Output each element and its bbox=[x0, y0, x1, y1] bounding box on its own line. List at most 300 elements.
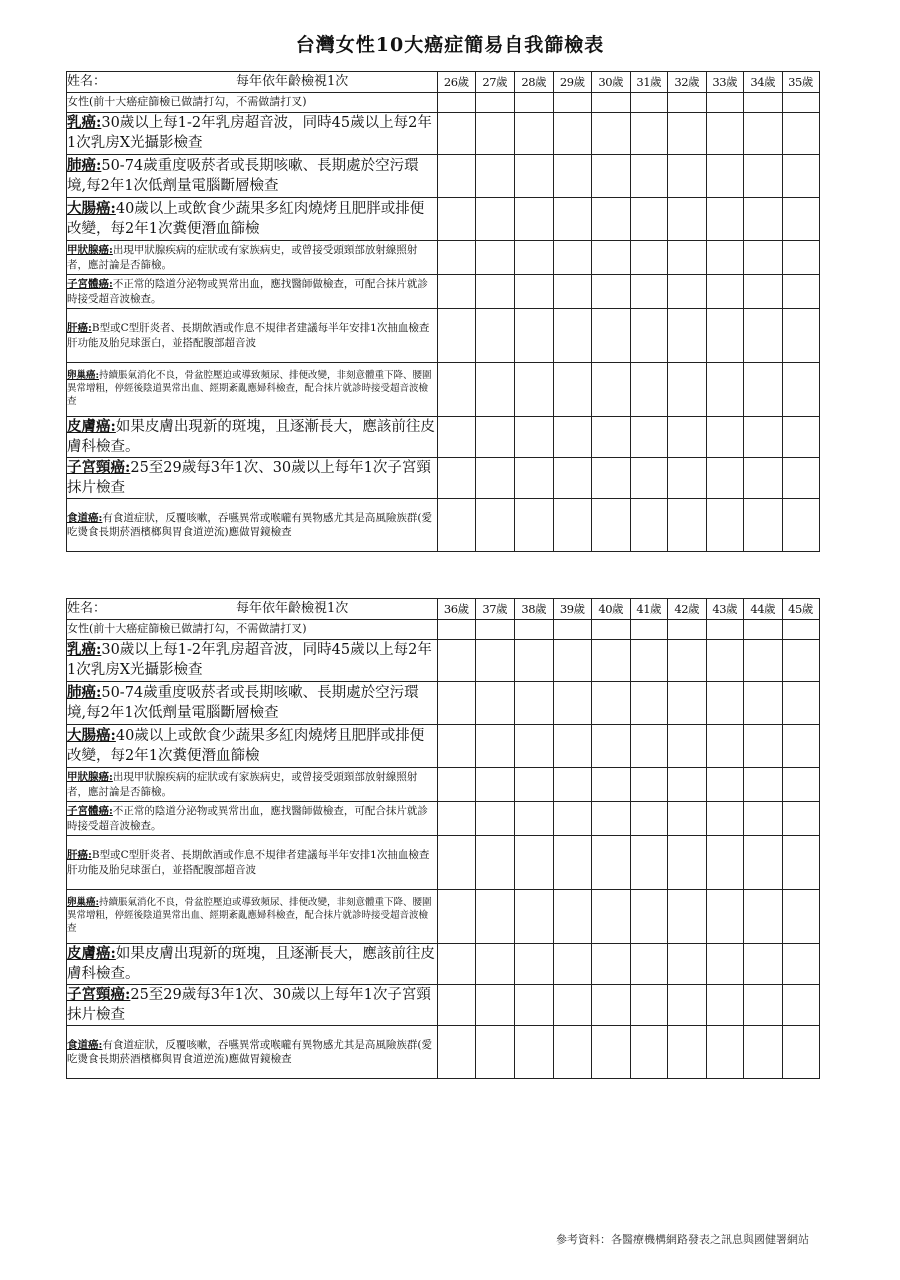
check-cell[interactable] bbox=[630, 113, 668, 155]
check-cell[interactable] bbox=[475, 620, 515, 640]
check-cell[interactable] bbox=[668, 802, 707, 836]
cancer-text: 如果皮膚出現新的斑塊，且逐漸長大，應該前往皮膚科檢查。 bbox=[67, 946, 435, 982]
cancer-description bbox=[67, 458, 438, 499]
check-cell[interactable] bbox=[668, 241, 707, 275]
cancer-row bbox=[67, 417, 820, 458]
check-cell[interactable] bbox=[706, 944, 744, 985]
check-cell[interactable] bbox=[706, 155, 744, 198]
screening-table-26-35 bbox=[66, 71, 820, 552]
check-cell[interactable] bbox=[515, 363, 554, 417]
check-cell[interactable] bbox=[782, 458, 819, 499]
age-header: 31歲 bbox=[630, 72, 668, 93]
check-cell[interactable] bbox=[706, 93, 744, 113]
check-cell[interactable] bbox=[438, 93, 476, 113]
check-cell[interactable] bbox=[553, 890, 592, 944]
check-cell[interactable] bbox=[475, 241, 515, 275]
cancer-name: 甲狀腺癌: bbox=[67, 771, 113, 784]
check-cell[interactable] bbox=[515, 640, 554, 682]
check-cell[interactable] bbox=[706, 309, 744, 363]
check-cell[interactable] bbox=[706, 768, 744, 802]
check-cell[interactable] bbox=[668, 640, 707, 682]
check-cell[interactable] bbox=[630, 802, 668, 836]
check-cell[interactable] bbox=[515, 275, 554, 309]
check-cell[interactable] bbox=[592, 620, 631, 640]
age-header: 28歲 bbox=[515, 72, 554, 93]
check-cell[interactable] bbox=[744, 836, 783, 890]
cancer-row bbox=[67, 944, 820, 985]
age-header: 34歲 bbox=[744, 72, 783, 93]
check-cell[interactable] bbox=[553, 198, 592, 241]
cancer-row bbox=[67, 458, 820, 499]
check-cell[interactable] bbox=[515, 768, 554, 802]
check-cell[interactable] bbox=[438, 985, 476, 1026]
check-cell[interactable] bbox=[515, 944, 554, 985]
check-cell[interactable] bbox=[475, 944, 515, 985]
check-cell[interactable] bbox=[744, 458, 783, 499]
check-cell[interactable] bbox=[782, 275, 819, 309]
check-cell[interactable] bbox=[553, 836, 592, 890]
check-cell[interactable] bbox=[475, 275, 515, 309]
check-cell[interactable] bbox=[706, 725, 744, 768]
cancer-text: 出現甲狀腺疾病的症狀或有家族病史，或曾接受頭頸部放射線照射者，應討論是否篩檢。 bbox=[67, 244, 418, 271]
cancer-name: 子宮體癌: bbox=[67, 278, 113, 291]
check-cell[interactable] bbox=[668, 458, 707, 499]
check-cell[interactable] bbox=[475, 458, 515, 499]
check-cell[interactable] bbox=[668, 113, 707, 155]
check-cell[interactable] bbox=[592, 458, 631, 499]
cancer-description bbox=[67, 113, 438, 155]
check-cell[interactable] bbox=[782, 944, 819, 985]
age-header: 43歲 bbox=[706, 599, 744, 620]
header-label bbox=[67, 72, 438, 93]
check-cell[interactable] bbox=[475, 890, 515, 944]
check-cell[interactable] bbox=[553, 640, 592, 682]
check-cell[interactable] bbox=[515, 241, 554, 275]
check-cell[interactable] bbox=[553, 682, 592, 725]
check-cell[interactable] bbox=[475, 985, 515, 1026]
check-cell[interactable] bbox=[553, 417, 592, 458]
cancer-name: 肝癌: bbox=[67, 322, 92, 335]
check-cell[interactable] bbox=[706, 275, 744, 309]
age-header: 45歲 bbox=[782, 599, 819, 620]
check-cell[interactable] bbox=[744, 1026, 783, 1079]
check-cell[interactable] bbox=[592, 890, 631, 944]
check-cell[interactable] bbox=[706, 363, 744, 417]
check-cell[interactable] bbox=[782, 113, 819, 155]
check-cell[interactable] bbox=[668, 198, 707, 241]
check-cell[interactable] bbox=[438, 275, 476, 309]
check-cell[interactable] bbox=[515, 417, 554, 458]
cancer-text: 25至29歲每3年1次、30歲以上每年1次子宮頸抹片檢查 bbox=[67, 987, 431, 1023]
check-cell[interactable] bbox=[592, 198, 631, 241]
check-cell[interactable] bbox=[515, 93, 554, 113]
check-cell[interactable] bbox=[744, 363, 783, 417]
check-cell[interactable] bbox=[438, 113, 476, 155]
check-cell[interactable] bbox=[706, 682, 744, 725]
check-cell[interactable] bbox=[744, 155, 783, 198]
instruction-note: 女性(前十大癌症篩檢已做請打勾，不需做請打叉) bbox=[67, 620, 438, 640]
age-header: 44歲 bbox=[744, 599, 783, 620]
age-header: 38歲 bbox=[515, 599, 554, 620]
check-cell[interactable] bbox=[438, 1026, 476, 1079]
check-cell[interactable] bbox=[515, 682, 554, 725]
cancer-description bbox=[67, 198, 438, 241]
age-header: 30歲 bbox=[592, 72, 631, 93]
check-cell[interactable] bbox=[515, 620, 554, 640]
check-cell[interactable] bbox=[782, 640, 819, 682]
check-cell[interactable] bbox=[782, 241, 819, 275]
check-cell[interactable] bbox=[630, 1026, 668, 1079]
cancer-row bbox=[67, 802, 820, 836]
check-cell[interactable] bbox=[592, 944, 631, 985]
check-cell[interactable] bbox=[782, 985, 819, 1026]
check-cell[interactable] bbox=[782, 363, 819, 417]
check-cell[interactable] bbox=[782, 499, 819, 552]
check-cell[interactable] bbox=[553, 363, 592, 417]
check-cell[interactable] bbox=[592, 155, 631, 198]
check-cell[interactable] bbox=[744, 93, 783, 113]
check-cell[interactable] bbox=[438, 890, 476, 944]
check-cell[interactable] bbox=[515, 113, 554, 155]
check-cell[interactable] bbox=[475, 363, 515, 417]
check-cell[interactable] bbox=[553, 620, 592, 640]
check-cell[interactable] bbox=[668, 499, 707, 552]
age-header: 33歲 bbox=[706, 72, 744, 93]
check-cell[interactable] bbox=[592, 682, 631, 725]
cancer-text: 50-74歲重度吸菸者或長期咳嗽、長期處於空污環境,每2年1次低劑量電腦斷層檢查 bbox=[67, 157, 419, 194]
cancer-text: 有食道症狀，反覆咳嗽，吞嚥異常或喉嚨有異物感尤其是高風險族群(愛吃燙食長期菸酒檳榔與胃食道逆流)應做胃鏡檢查 bbox=[67, 1039, 432, 1066]
check-cell[interactable] bbox=[592, 768, 631, 802]
check-cell[interactable] bbox=[630, 275, 668, 309]
cancer-description bbox=[67, 944, 438, 985]
cancer-text: 50-74歲重度吸菸者或長期咳嗽、長期處於空污環境,每2年1次低劑量電腦斷層檢查 bbox=[67, 684, 419, 721]
check-cell[interactable] bbox=[438, 499, 476, 552]
check-cell[interactable] bbox=[553, 241, 592, 275]
check-cell[interactable] bbox=[744, 499, 783, 552]
check-cell[interactable] bbox=[475, 682, 515, 725]
cancer-row bbox=[67, 198, 820, 241]
check-cell[interactable] bbox=[515, 985, 554, 1026]
check-cell[interactable] bbox=[706, 198, 744, 241]
check-cell[interactable] bbox=[592, 93, 631, 113]
check-cell[interactable] bbox=[668, 417, 707, 458]
cancer-name: 子宮體癌: bbox=[67, 805, 113, 818]
check-cell[interactable] bbox=[706, 113, 744, 155]
cancer-description bbox=[67, 802, 438, 836]
cancer-name: 乳癌: bbox=[67, 641, 102, 659]
check-cell[interactable] bbox=[592, 275, 631, 309]
check-cell[interactable] bbox=[475, 768, 515, 802]
cancer-row bbox=[67, 836, 820, 890]
cancer-name: 食道癌: bbox=[67, 512, 103, 525]
cancer-name: 肝癌: bbox=[67, 849, 92, 862]
check-cell[interactable] bbox=[668, 768, 707, 802]
header-row bbox=[67, 599, 820, 620]
check-cell[interactable] bbox=[706, 417, 744, 458]
check-cell[interactable] bbox=[668, 944, 707, 985]
check-cell[interactable] bbox=[782, 1026, 819, 1079]
check-cell[interactable] bbox=[744, 113, 783, 155]
check-cell[interactable] bbox=[553, 93, 592, 113]
check-cell[interactable] bbox=[553, 944, 592, 985]
check-cell[interactable] bbox=[668, 1026, 707, 1079]
cancer-description bbox=[67, 275, 438, 309]
check-cell[interactable] bbox=[592, 985, 631, 1026]
check-cell[interactable] bbox=[438, 768, 476, 802]
check-cell[interactable] bbox=[668, 890, 707, 944]
check-cell[interactable] bbox=[515, 309, 554, 363]
check-cell[interactable] bbox=[592, 1026, 631, 1079]
cancer-text: 30歲以上每1-2年乳房超音波，同時45歲以上每2年1次乳房X光攝影檢查 bbox=[67, 115, 432, 151]
check-cell[interactable] bbox=[706, 640, 744, 682]
check-cell[interactable] bbox=[592, 417, 631, 458]
check-cell[interactable] bbox=[592, 802, 631, 836]
check-cell[interactable] bbox=[438, 802, 476, 836]
check-cell[interactable] bbox=[744, 620, 783, 640]
check-cell[interactable] bbox=[592, 836, 631, 890]
name-label: 姓名： bbox=[67, 74, 107, 90]
cancer-description bbox=[67, 725, 438, 768]
check-cell[interactable] bbox=[630, 725, 668, 768]
check-cell[interactable] bbox=[744, 985, 783, 1026]
cancer-row bbox=[67, 499, 820, 552]
cancer-name: 甲狀腺癌: bbox=[67, 244, 113, 257]
check-cell[interactable] bbox=[668, 309, 707, 363]
check-cell[interactable] bbox=[438, 363, 476, 417]
check-cell[interactable] bbox=[553, 1026, 592, 1079]
check-cell[interactable] bbox=[744, 682, 783, 725]
check-cell[interactable] bbox=[592, 499, 631, 552]
check-cell[interactable] bbox=[553, 309, 592, 363]
cancer-text: 不正常的陰道分泌物或異常出血，應找醫師做檢查，可配合抹片就診時接受超音波檢查。 bbox=[67, 278, 428, 305]
check-cell[interactable] bbox=[515, 198, 554, 241]
cancer-description bbox=[67, 640, 438, 682]
check-cell[interactable] bbox=[782, 155, 819, 198]
age-header: 29歲 bbox=[553, 72, 592, 93]
check-cell[interactable] bbox=[630, 620, 668, 640]
cancer-name: 皮膚癌: bbox=[67, 945, 116, 962]
check-cell[interactable] bbox=[782, 93, 819, 113]
note-row bbox=[67, 93, 820, 113]
check-cell[interactable] bbox=[630, 309, 668, 363]
check-cell[interactable] bbox=[782, 682, 819, 725]
check-cell[interactable] bbox=[515, 499, 554, 552]
check-cell[interactable] bbox=[744, 802, 783, 836]
check-cell[interactable] bbox=[782, 802, 819, 836]
cancer-row bbox=[67, 890, 820, 944]
check-cell[interactable] bbox=[706, 802, 744, 836]
check-cell[interactable] bbox=[515, 1026, 554, 1079]
check-cell[interactable] bbox=[438, 241, 476, 275]
check-cell[interactable] bbox=[706, 1026, 744, 1079]
check-cell[interactable] bbox=[475, 113, 515, 155]
check-cell[interactable] bbox=[668, 725, 707, 768]
check-cell[interactable] bbox=[744, 309, 783, 363]
cancer-description bbox=[67, 499, 438, 552]
check-cell[interactable] bbox=[744, 640, 783, 682]
cancer-name: 肺癌: bbox=[67, 683, 102, 701]
check-cell[interactable] bbox=[515, 890, 554, 944]
check-cell[interactable] bbox=[630, 363, 668, 417]
check-cell[interactable] bbox=[744, 768, 783, 802]
cancer-text: 40歲以上或飲食少蔬果多紅肉燒烤且肥胖或排便改變，每2年1次糞便潛血篩檢 bbox=[67, 200, 425, 237]
cancer-description bbox=[67, 1026, 438, 1079]
cancer-description bbox=[67, 363, 438, 417]
cancer-text: 持續脹氣消化不良，骨盆腔壓迫或導致頻尿、排便改變，非刻意體重下降、腰圍異常增粗，停經後陰道異常出血、經期紊亂應婦科檢查，配合抹片就診時接受超音波檢查 bbox=[67, 370, 432, 407]
check-cell[interactable] bbox=[668, 93, 707, 113]
check-cell[interactable] bbox=[630, 155, 668, 198]
check-cell[interactable] bbox=[668, 363, 707, 417]
check-cell[interactable] bbox=[782, 725, 819, 768]
cancer-text: 25至29歲每3年1次、30歲以上每年1次子宮頸抹片檢查 bbox=[67, 460, 431, 496]
cancer-name: 食道癌: bbox=[67, 1039, 103, 1052]
check-cell[interactable] bbox=[744, 417, 783, 458]
cancer-text: 有食道症狀，反覆咳嗽，吞嚥異常或喉嚨有異物感尤其是高風險族群(愛吃燙食長期菸酒檳榔與胃食道逆流)應做胃鏡檢查 bbox=[67, 512, 432, 539]
check-cell[interactable] bbox=[782, 620, 819, 640]
age-header: 41歲 bbox=[630, 599, 668, 620]
check-cell[interactable] bbox=[630, 198, 668, 241]
age-header: 27歲 bbox=[475, 72, 515, 93]
check-cell[interactable] bbox=[744, 890, 783, 944]
check-cell[interactable] bbox=[782, 768, 819, 802]
check-cell[interactable] bbox=[782, 198, 819, 241]
check-cell[interactable] bbox=[782, 309, 819, 363]
check-cell[interactable] bbox=[630, 241, 668, 275]
check-cell[interactable] bbox=[744, 198, 783, 241]
check-cell[interactable] bbox=[668, 836, 707, 890]
age-header: 26歲 bbox=[438, 72, 476, 93]
check-cell[interactable] bbox=[592, 241, 631, 275]
check-cell[interactable] bbox=[515, 458, 554, 499]
check-cell[interactable] bbox=[630, 93, 668, 113]
check-cell[interactable] bbox=[438, 458, 476, 499]
check-cell[interactable] bbox=[744, 241, 783, 275]
check-cell[interactable] bbox=[630, 890, 668, 944]
check-cell[interactable] bbox=[782, 836, 819, 890]
check-cell[interactable] bbox=[706, 985, 744, 1026]
check-cell[interactable] bbox=[438, 682, 476, 725]
check-cell[interactable] bbox=[553, 499, 592, 552]
check-cell[interactable] bbox=[515, 802, 554, 836]
check-cell[interactable] bbox=[706, 458, 744, 499]
check-cell[interactable] bbox=[592, 309, 631, 363]
check-cell[interactable] bbox=[630, 458, 668, 499]
cancer-name: 肺癌: bbox=[67, 156, 102, 174]
check-cell[interactable] bbox=[744, 725, 783, 768]
check-cell[interactable] bbox=[515, 725, 554, 768]
check-cell[interactable] bbox=[475, 802, 515, 836]
cancer-text: 40歲以上或飲食少蔬果多紅肉燒烤且肥胖或排便改變，每2年1次糞便潛血篩檢 bbox=[67, 727, 425, 764]
cancer-name: 子宮頸癌: bbox=[67, 459, 131, 477]
reference-footer: 參考資料：各醫療機構網路發表之訊息與國健署網站 bbox=[556, 1234, 809, 1246]
check-cell[interactable] bbox=[706, 241, 744, 275]
check-cell[interactable] bbox=[668, 275, 707, 309]
cancer-description bbox=[67, 890, 438, 944]
check-cell[interactable] bbox=[438, 620, 476, 640]
check-cell[interactable] bbox=[706, 620, 744, 640]
check-cell[interactable] bbox=[515, 836, 554, 890]
cancer-text: 如果皮膚出現新的斑塊，且逐漸長大，應該前往皮膚科檢查。 bbox=[67, 419, 435, 455]
check-cell[interactable] bbox=[438, 725, 476, 768]
check-cell[interactable] bbox=[475, 309, 515, 363]
check-cell[interactable] bbox=[630, 682, 668, 725]
check-cell[interactable] bbox=[438, 155, 476, 198]
cancer-row bbox=[67, 1026, 820, 1079]
cancer-description bbox=[67, 985, 438, 1026]
check-cell[interactable] bbox=[630, 417, 668, 458]
check-cell[interactable] bbox=[553, 155, 592, 198]
check-cell[interactable] bbox=[475, 499, 515, 552]
check-cell[interactable] bbox=[668, 682, 707, 725]
check-cell[interactable] bbox=[475, 417, 515, 458]
check-cell[interactable] bbox=[630, 499, 668, 552]
check-cell[interactable] bbox=[438, 417, 476, 458]
check-cell[interactable] bbox=[438, 944, 476, 985]
check-cell[interactable] bbox=[630, 768, 668, 802]
check-cell[interactable] bbox=[592, 725, 631, 768]
check-cell[interactable] bbox=[630, 944, 668, 985]
check-cell[interactable] bbox=[438, 836, 476, 890]
check-cell[interactable] bbox=[475, 640, 515, 682]
check-cell[interactable] bbox=[438, 309, 476, 363]
cancer-row bbox=[67, 113, 820, 155]
check-cell[interactable] bbox=[668, 155, 707, 198]
check-cell[interactable] bbox=[553, 458, 592, 499]
check-cell[interactable] bbox=[553, 985, 592, 1026]
check-cell[interactable] bbox=[553, 113, 592, 155]
header-row bbox=[67, 72, 820, 93]
check-cell[interactable] bbox=[553, 802, 592, 836]
cancer-description bbox=[67, 836, 438, 890]
check-cell[interactable] bbox=[515, 155, 554, 198]
check-cell[interactable] bbox=[475, 725, 515, 768]
cancer-row bbox=[67, 363, 820, 417]
check-cell[interactable] bbox=[475, 1026, 515, 1079]
cancer-description bbox=[67, 309, 438, 363]
check-cell[interactable] bbox=[475, 93, 515, 113]
check-cell[interactable] bbox=[438, 640, 476, 682]
check-cell[interactable] bbox=[592, 640, 631, 682]
check-cell[interactable] bbox=[782, 417, 819, 458]
check-cell[interactable] bbox=[553, 275, 592, 309]
check-cell[interactable] bbox=[438, 198, 476, 241]
check-cell[interactable] bbox=[744, 275, 783, 309]
check-cell[interactable] bbox=[706, 836, 744, 890]
check-cell[interactable] bbox=[706, 499, 744, 552]
cancer-text: B型或C型肝炎者、長期飲酒或作息不規律者建議每半年安排1次抽血檢查肝功能及胎兒球蛋白，並搭配腹部超音波 bbox=[67, 849, 430, 876]
check-cell[interactable] bbox=[630, 836, 668, 890]
note-row bbox=[67, 620, 820, 640]
name-label: 姓名： bbox=[67, 601, 107, 617]
check-cell[interactable] bbox=[592, 363, 631, 417]
instruction-note: 女性(前十大癌症篩檢已做請打勾，不需做請打叉) bbox=[67, 93, 438, 113]
check-cell[interactable] bbox=[706, 890, 744, 944]
check-cell[interactable] bbox=[475, 198, 515, 241]
check-cell[interactable] bbox=[592, 113, 631, 155]
check-cell[interactable] bbox=[744, 944, 783, 985]
check-cell[interactable] bbox=[630, 985, 668, 1026]
check-cell[interactable] bbox=[475, 836, 515, 890]
page-title: 台灣女性10大癌症簡易自我篩檢表 bbox=[295, 34, 605, 56]
check-cell[interactable] bbox=[553, 768, 592, 802]
check-cell[interactable] bbox=[475, 155, 515, 198]
check-cell[interactable] bbox=[782, 890, 819, 944]
check-cell[interactable] bbox=[630, 640, 668, 682]
cancer-row bbox=[67, 309, 820, 363]
check-cell[interactable] bbox=[668, 985, 707, 1026]
check-cell[interactable] bbox=[553, 725, 592, 768]
check-cell[interactable] bbox=[668, 620, 707, 640]
